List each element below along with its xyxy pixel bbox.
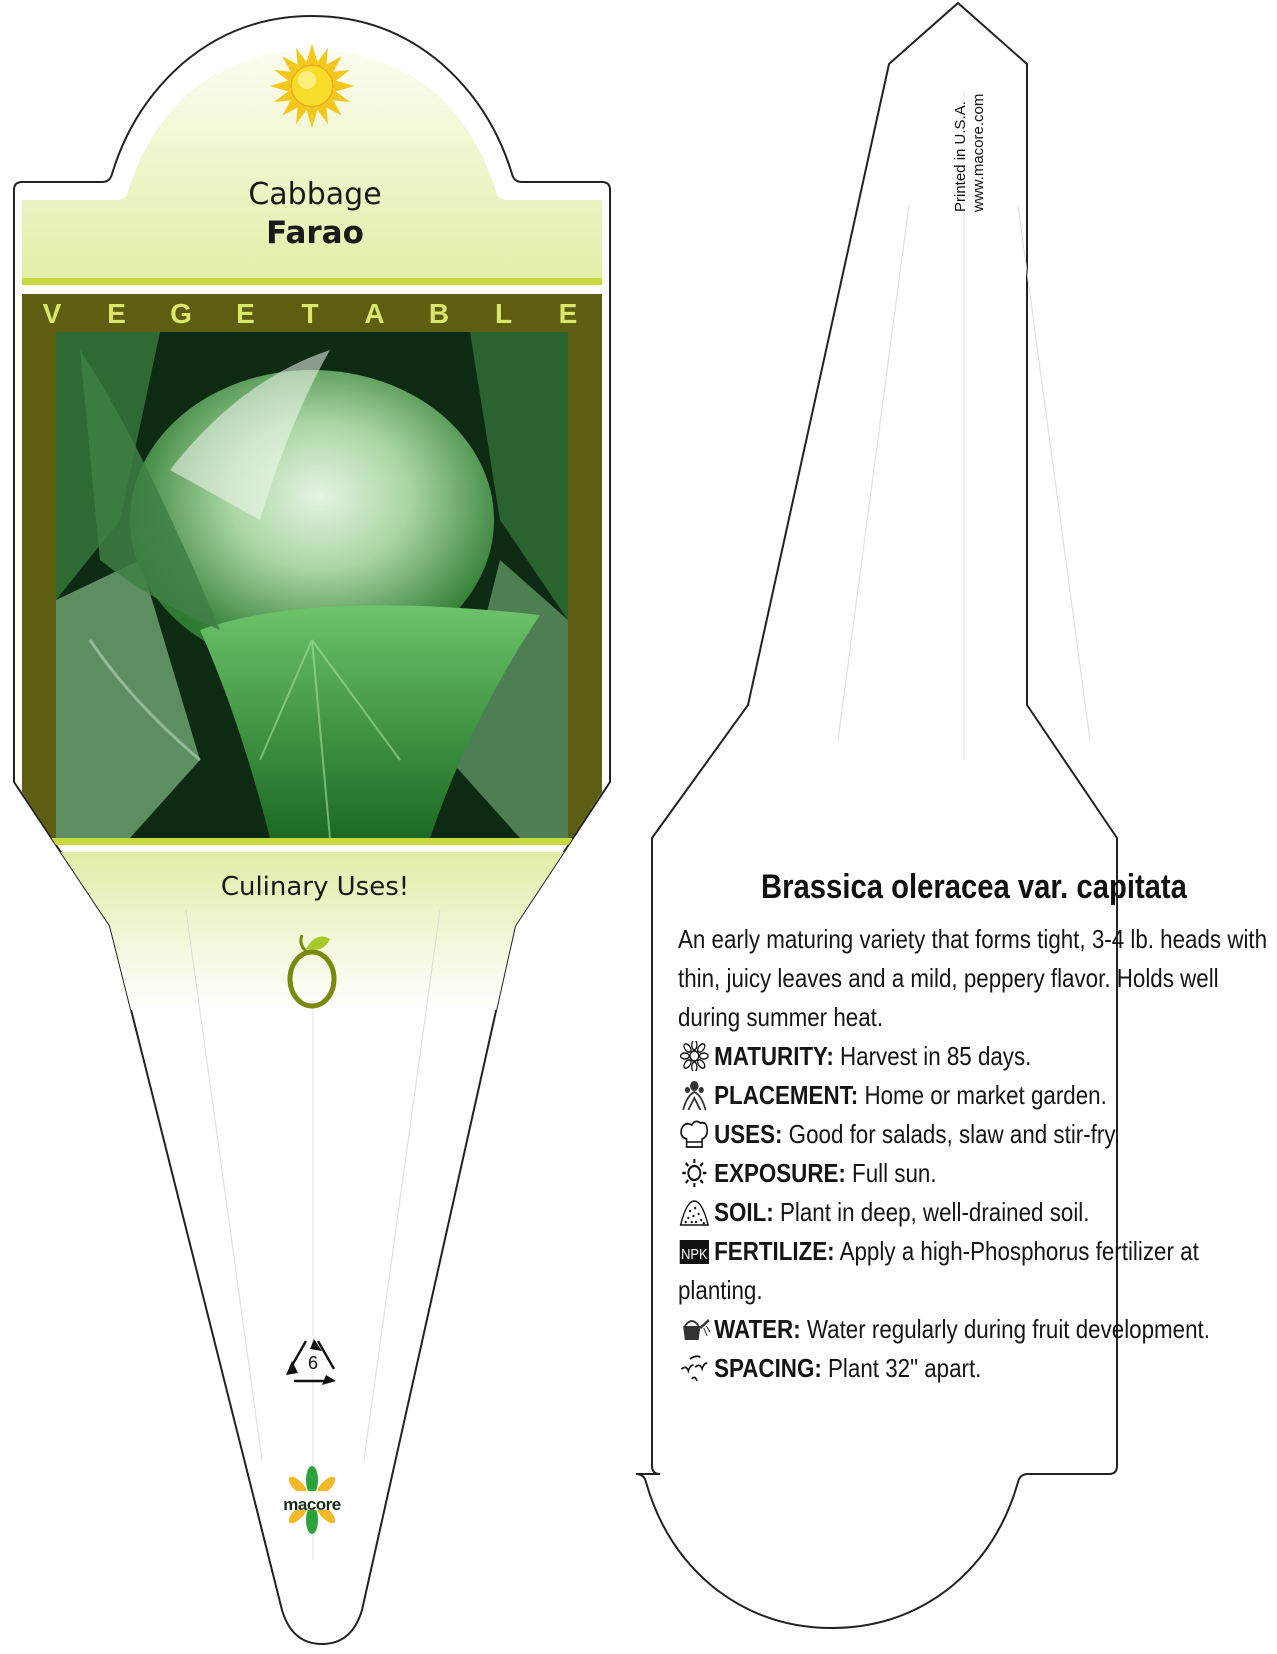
watering-can-icon (678, 1314, 711, 1344)
detail-label: SPACING: (714, 1353, 822, 1383)
cabbage-photo (56, 332, 568, 838)
category-letter: V (42, 298, 62, 329)
detail-water (678, 1310, 1268, 1349)
category-letter: G (170, 298, 192, 329)
soil-icon (678, 1197, 711, 1227)
detail-label: SOIL: (714, 1197, 774, 1227)
category-label (40, 298, 580, 330)
species-name: Cabbage (248, 177, 382, 212)
detail-spacing (678, 1349, 1268, 1388)
detail-text: Good for salads, slaw and stir-fry. (788, 1119, 1121, 1149)
printed-in: Printed in U.S.A. (952, 101, 969, 212)
npk-icon (678, 1236, 711, 1266)
detail-text: Plant in deep, well-drained soil. (779, 1197, 1090, 1227)
category-letter: A (364, 298, 385, 329)
recycle-number: 6 (307, 1353, 318, 1373)
variety-name: Farao (266, 215, 364, 251)
detail-text: Water regularly during fruit development. (806, 1314, 1210, 1344)
detail-placement (678, 1076, 1268, 1115)
detail-maturity (678, 1037, 1268, 1076)
detail-soil (678, 1193, 1268, 1232)
detail-text: Apply a high-Phosphorus fertilizer at planting. (678, 1236, 1199, 1305)
scientific-name: Brassica oleracea var. capitata (761, 868, 1187, 906)
detail-label: FERTILIZE: (714, 1236, 835, 1266)
category-letter: B (428, 298, 450, 329)
printer-info (952, 52, 988, 212)
detail-text: Home or market garden. (864, 1080, 1107, 1110)
detail-uses (678, 1115, 1268, 1154)
website: www.macore.com (970, 93, 987, 212)
detail-label: PLACEMENT: (714, 1080, 859, 1110)
brand-name: macore (283, 1495, 341, 1514)
category-letter: E (558, 298, 578, 329)
detail-label: EXPOSURE: (714, 1158, 846, 1188)
detail-label: WATER: (714, 1314, 801, 1344)
plants-icon (678, 1080, 711, 1110)
detail-exposure (678, 1154, 1268, 1193)
plant-info (678, 920, 1268, 1388)
sun-icon (270, 44, 354, 128)
detail-label: MATURITY: (714, 1041, 834, 1071)
front-tag (14, 16, 610, 1644)
spacing-icon (678, 1353, 711, 1383)
sun-icon (678, 1158, 711, 1188)
detail-text: Full sun. (852, 1158, 937, 1188)
npk-label: NPK (681, 1245, 708, 1263)
category-letter: E (236, 298, 255, 329)
detail-fertilize (678, 1232, 1268, 1310)
tagline: Culinary Uses! (220, 872, 410, 902)
category-letter: E (107, 298, 126, 329)
chef-hat-icon (678, 1119, 711, 1149)
detail-text: Harvest in 85 days. (839, 1041, 1032, 1071)
detail-label: USES: (714, 1119, 783, 1149)
description: An early maturing variety that forms tight, 3-4 lb. heads with thin, juicy leaves and a mild, peppery flavor. Holds well during summer heat. (678, 924, 1268, 1032)
flower-icon (678, 1041, 711, 1071)
detail-text: Plant 32" apart. (828, 1353, 982, 1383)
category-letter: T (301, 298, 319, 329)
category-letter: L (494, 298, 513, 329)
